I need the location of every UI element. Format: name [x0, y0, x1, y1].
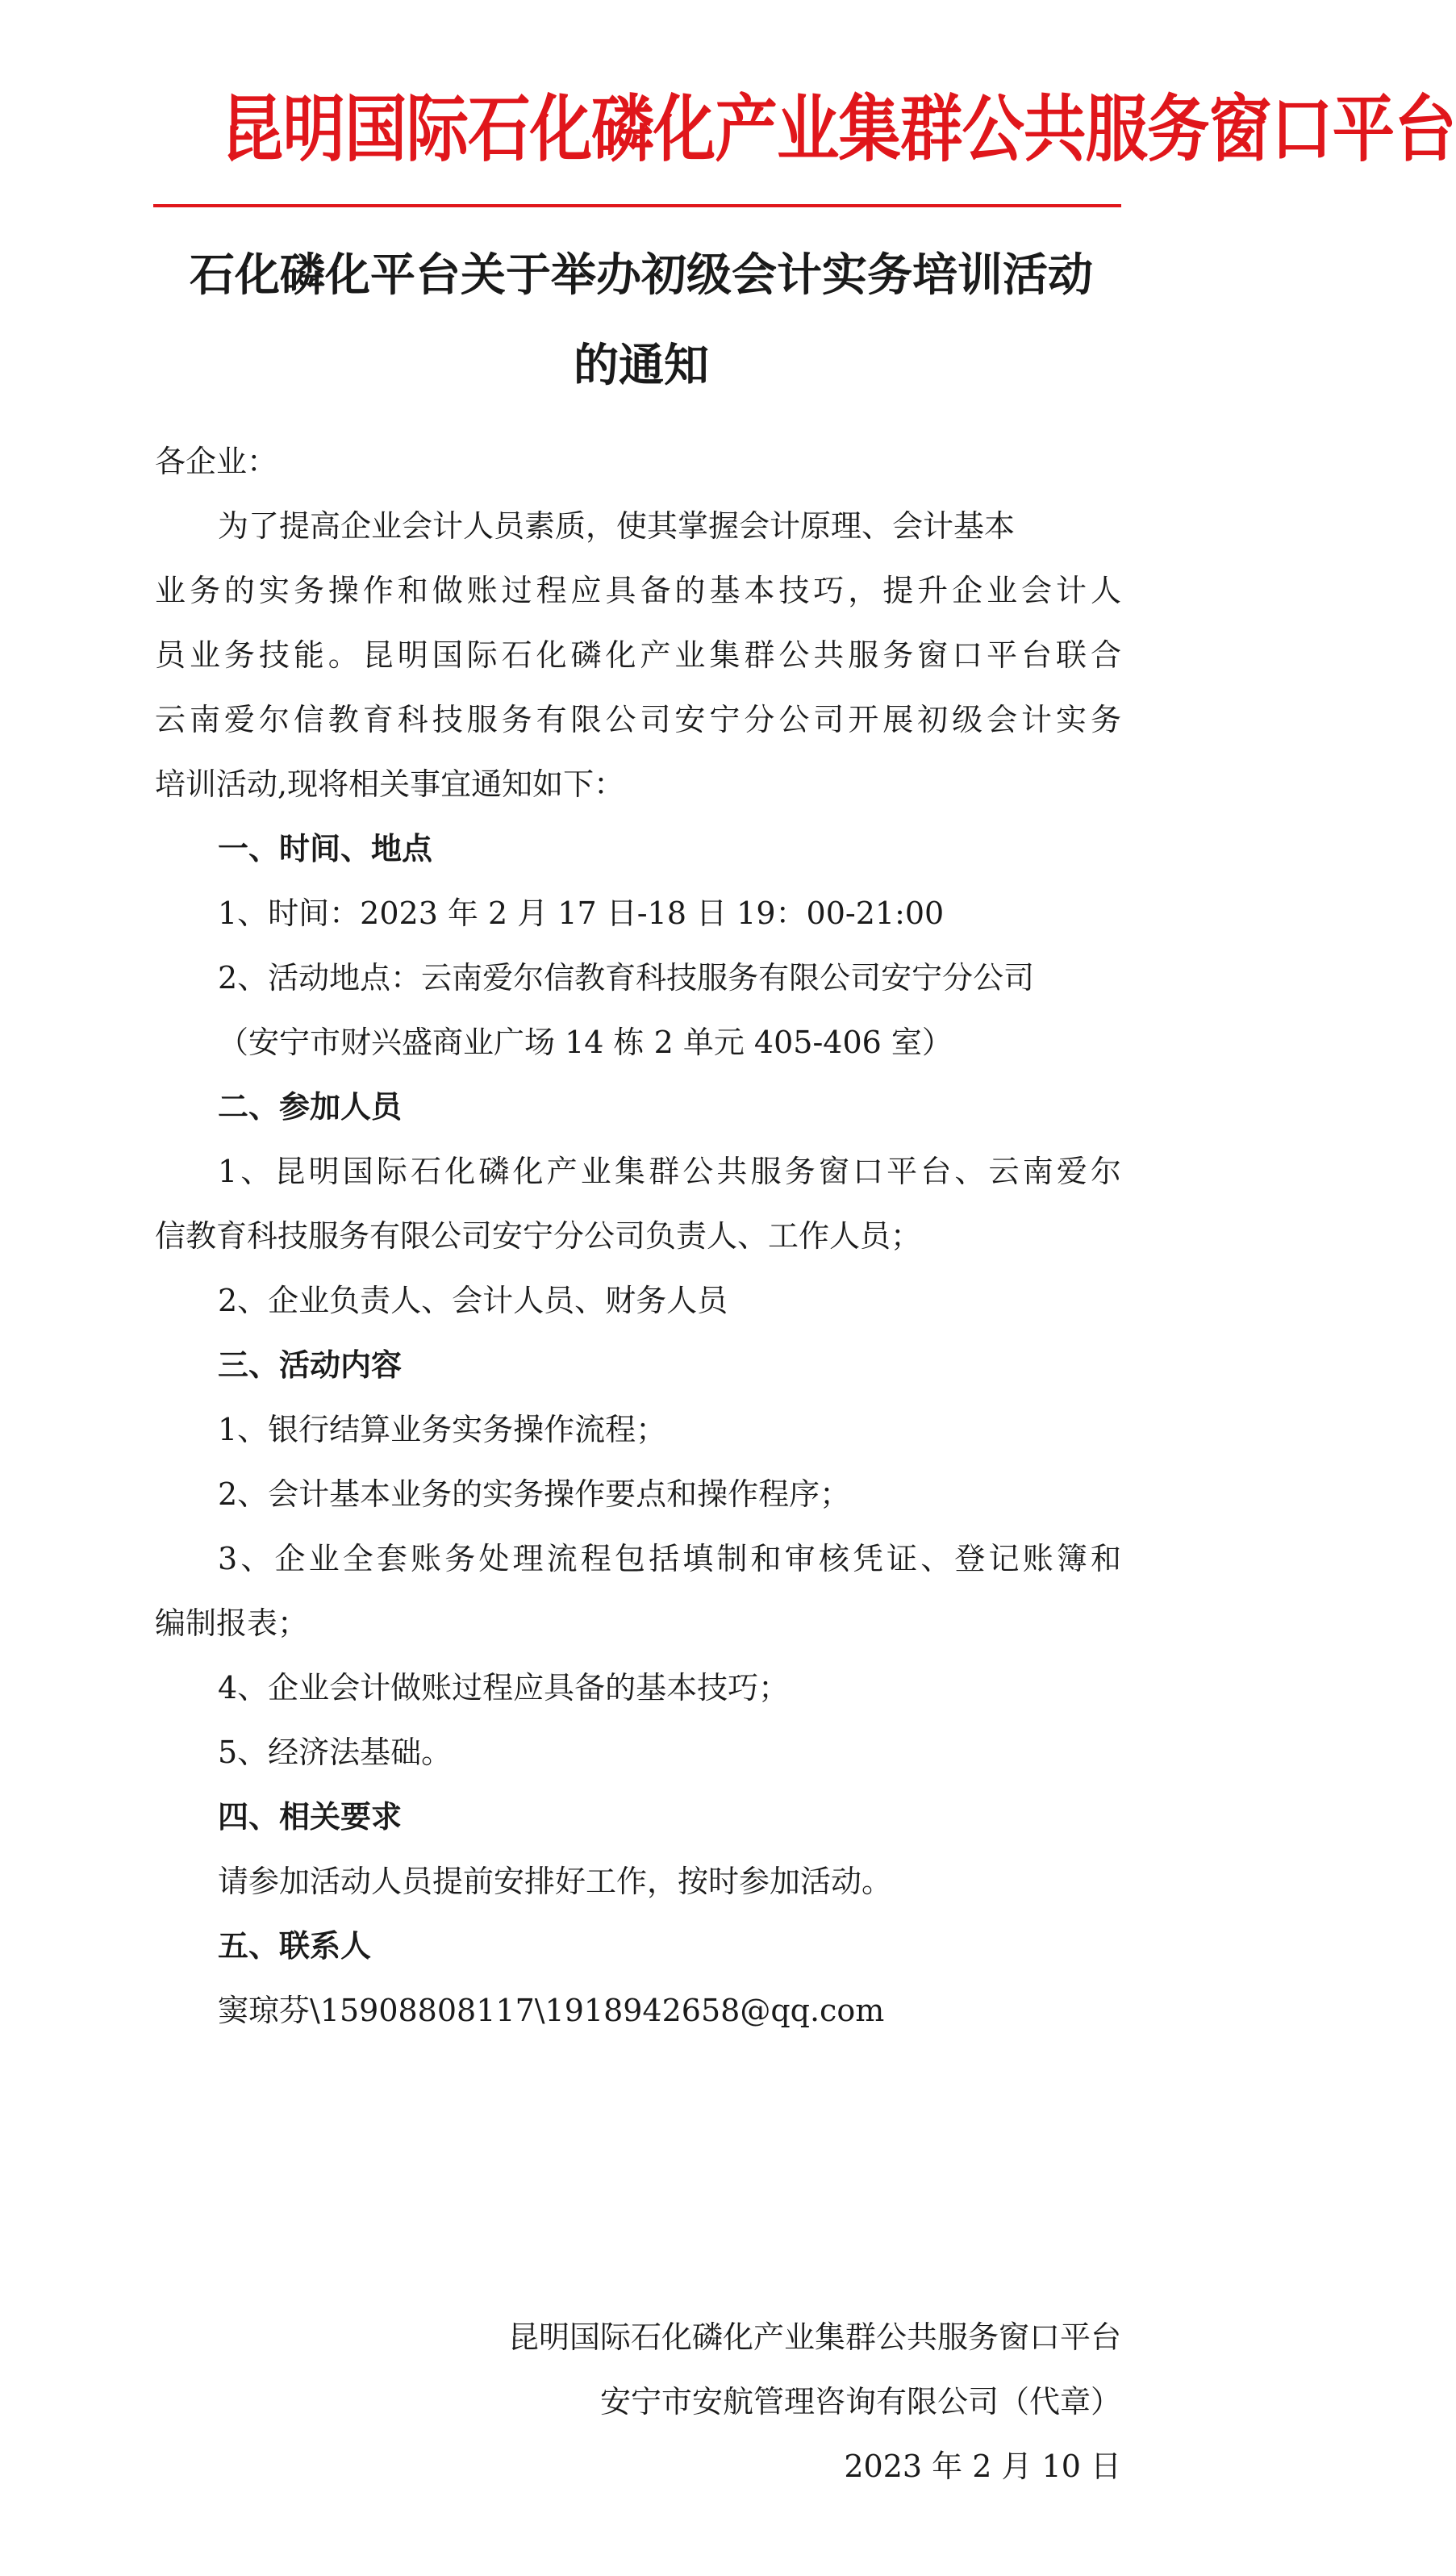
section-line: 5、经济法基础。 — [218, 1735, 453, 1770]
notice-title-line-2: 的通知 — [574, 339, 709, 392]
signature-date: 2023 年 2 月 10 日 — [844, 2449, 1121, 2484]
section-line: 2、会计基本业务的实务操作要点和操作程序； — [218, 1476, 851, 1512]
section-line: 4、企业会计做账过程应具备的基本技巧； — [218, 1670, 790, 1706]
section-heading-time-place: 一、时间、地点 — [218, 831, 433, 866]
section-line: 信教育科技服务有限公司安宁分公司负责人、工作人员； — [155, 1218, 922, 1254]
intro-line: 为了提高企业会计人员素质，使其掌握会计原理、会计基本 — [218, 508, 1016, 544]
section-heading-contact: 五、联系人 — [218, 1928, 372, 1964]
section-line: 3、企业全套账务处理流程包括填制和审核凭证、登记账簿和 — [218, 1541, 1121, 1576]
section-heading-participants: 二、参加人员 — [218, 1089, 403, 1125]
intro-line: 业务的实务操作和做账过程应具备的基本技巧，提升企业会计人 — [155, 573, 1121, 608]
signature-org-2: 安宁市安航管理咨询有限公司（代章） — [599, 2384, 1121, 2419]
section-heading-requirements: 四、相关要求 — [218, 1799, 403, 1835]
section-line: 编制报表； — [155, 1605, 309, 1641]
section-heading-content: 三、活动内容 — [218, 1347, 403, 1383]
signature-org-1: 昆明国际石化磷化产业集群公共服务窗口平台 — [507, 2319, 1121, 2355]
contact-info: 窦琼芬\15908808117\1918942658@qq.com — [218, 1993, 885, 2028]
intro-line: 员业务技能。昆明国际石化磷化产业集群公共服务窗口平台联合 — [155, 637, 1121, 673]
section-line: 请参加活动人员提前安排好工作，按时参加活动。 — [218, 1864, 893, 1899]
section-line: 1、银行结算业务实务操作流程； — [218, 1412, 667, 1447]
notice-title-line-1: 石化磷化平台关于举办初级会计实务培训活动 — [190, 248, 1093, 302]
section-line: 2、企业负责人、会计人员、财务人员 — [218, 1283, 728, 1318]
section-line: 2、活动地点：云南爱尔信教育科技服务有限公司安宁分公司 — [218, 960, 1035, 996]
letterhead-banner: 昆明国际石化磷化产业集群公共服务窗口平台 — [221, 86, 1456, 172]
salutation: 各企业： — [155, 444, 278, 479]
intro-line: 培训活动,现将相关事宜通知如下： — [155, 766, 625, 802]
section-line: （安宁市财兴盛商业广场 14 栋 2 单元 405-406 室） — [218, 1025, 953, 1060]
letterhead-red-rule — [153, 204, 1121, 207]
section-line: 1、时间：2023 年 2 月 17 日-18 日 19：00-21:00 — [218, 896, 945, 931]
intro-line: 云南爱尔信教育科技服务有限公司安宁分公司开展初级会计实务 — [155, 702, 1121, 737]
section-line: 1、昆明国际石化磷化产业集群公共服务窗口平台、云南爱尔 — [218, 1154, 1121, 1189]
